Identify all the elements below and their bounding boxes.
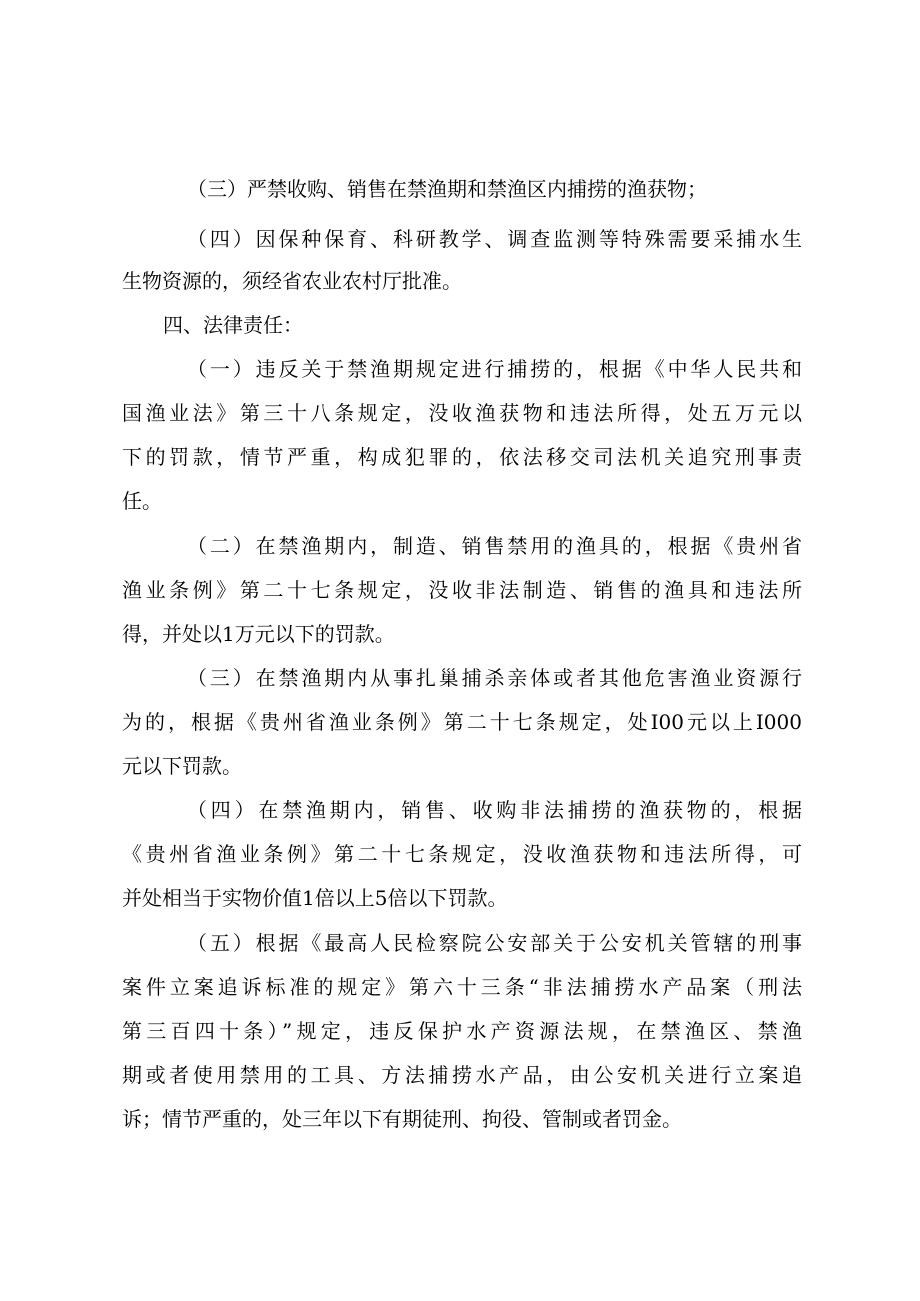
paragraph-line: 任。	[122, 489, 162, 513]
paragraph-line: 并处相当于实物价值1倍以上5倍以下罚款。	[122, 886, 508, 910]
section-heading: 四、法律责任：	[163, 313, 303, 337]
paragraph-line: （二）在禁渔期内，制造、销售禁用的渔具的，根据《贵州省	[187, 534, 802, 558]
paragraph-line: （三）严禁收购、销售在禁渔期和禁渔区内捕捞的渔获物；	[187, 177, 707, 201]
paragraph-line: 期或者使用禁用的工具、方法捕捞水产品，由公安机关进行立案追	[122, 1063, 802, 1087]
paragraph-line: 案件立案追诉标准的规定》第六十三条“非法捕捞水产品案（刑法	[122, 975, 802, 999]
paragraph-line: 国渔业法》第三十八条规定，没收渔获物和违法所得，处五万元以	[122, 401, 802, 425]
paragraph-line: 为的，根据《贵州省渔业条例》第二十七条规定，处I00元以上I000	[122, 710, 802, 734]
paragraph-line: 元以下罚款。	[122, 754, 242, 778]
paragraph-line: 《贵州省渔业条例》第二十七条规定，没收渔获物和违法所得，可	[122, 842, 802, 866]
paragraph-line: 渔业条例》第二十七条规定，没收非法制造、销售的渔具和违法所	[122, 578, 802, 602]
paragraph-line: （一）违反关于禁渔期规定进行捕捞的，根据《中华人民共和	[187, 357, 802, 381]
paragraph-line: 下的罚款，情节严重，构成犯罪的，依法移交司法机关追究刑事责	[122, 445, 802, 469]
paragraph-line: （四）因保种保育、科研教学、调查监测等特殊需要采捕水生	[187, 227, 802, 251]
paragraph-line: （五）根据《最高人民检察院公安部关于公安机关管辖的刑事	[187, 931, 802, 955]
paragraph-line: 诉；情节严重的，处三年以下有期徒刑、拘役、管制或者罚金。	[122, 1107, 682, 1131]
paragraph-line: 第三百四十条）”规定，违反保护水产资源法规，在禁渔区、禁渔	[122, 1019, 802, 1043]
paragraph-line: 得，并处以1万元以下的罚款。	[122, 622, 395, 646]
paragraph-line: 生物资源的，须经省农业农村厅批准。	[122, 269, 462, 293]
paragraph-line: （三）在禁渔期内从事扎巢捕杀亲体或者其他危害渔业资源行	[187, 666, 802, 690]
paragraph-line: （四）在禁渔期内，销售、收购非法捕捞的渔获物的，根据	[187, 798, 802, 822]
